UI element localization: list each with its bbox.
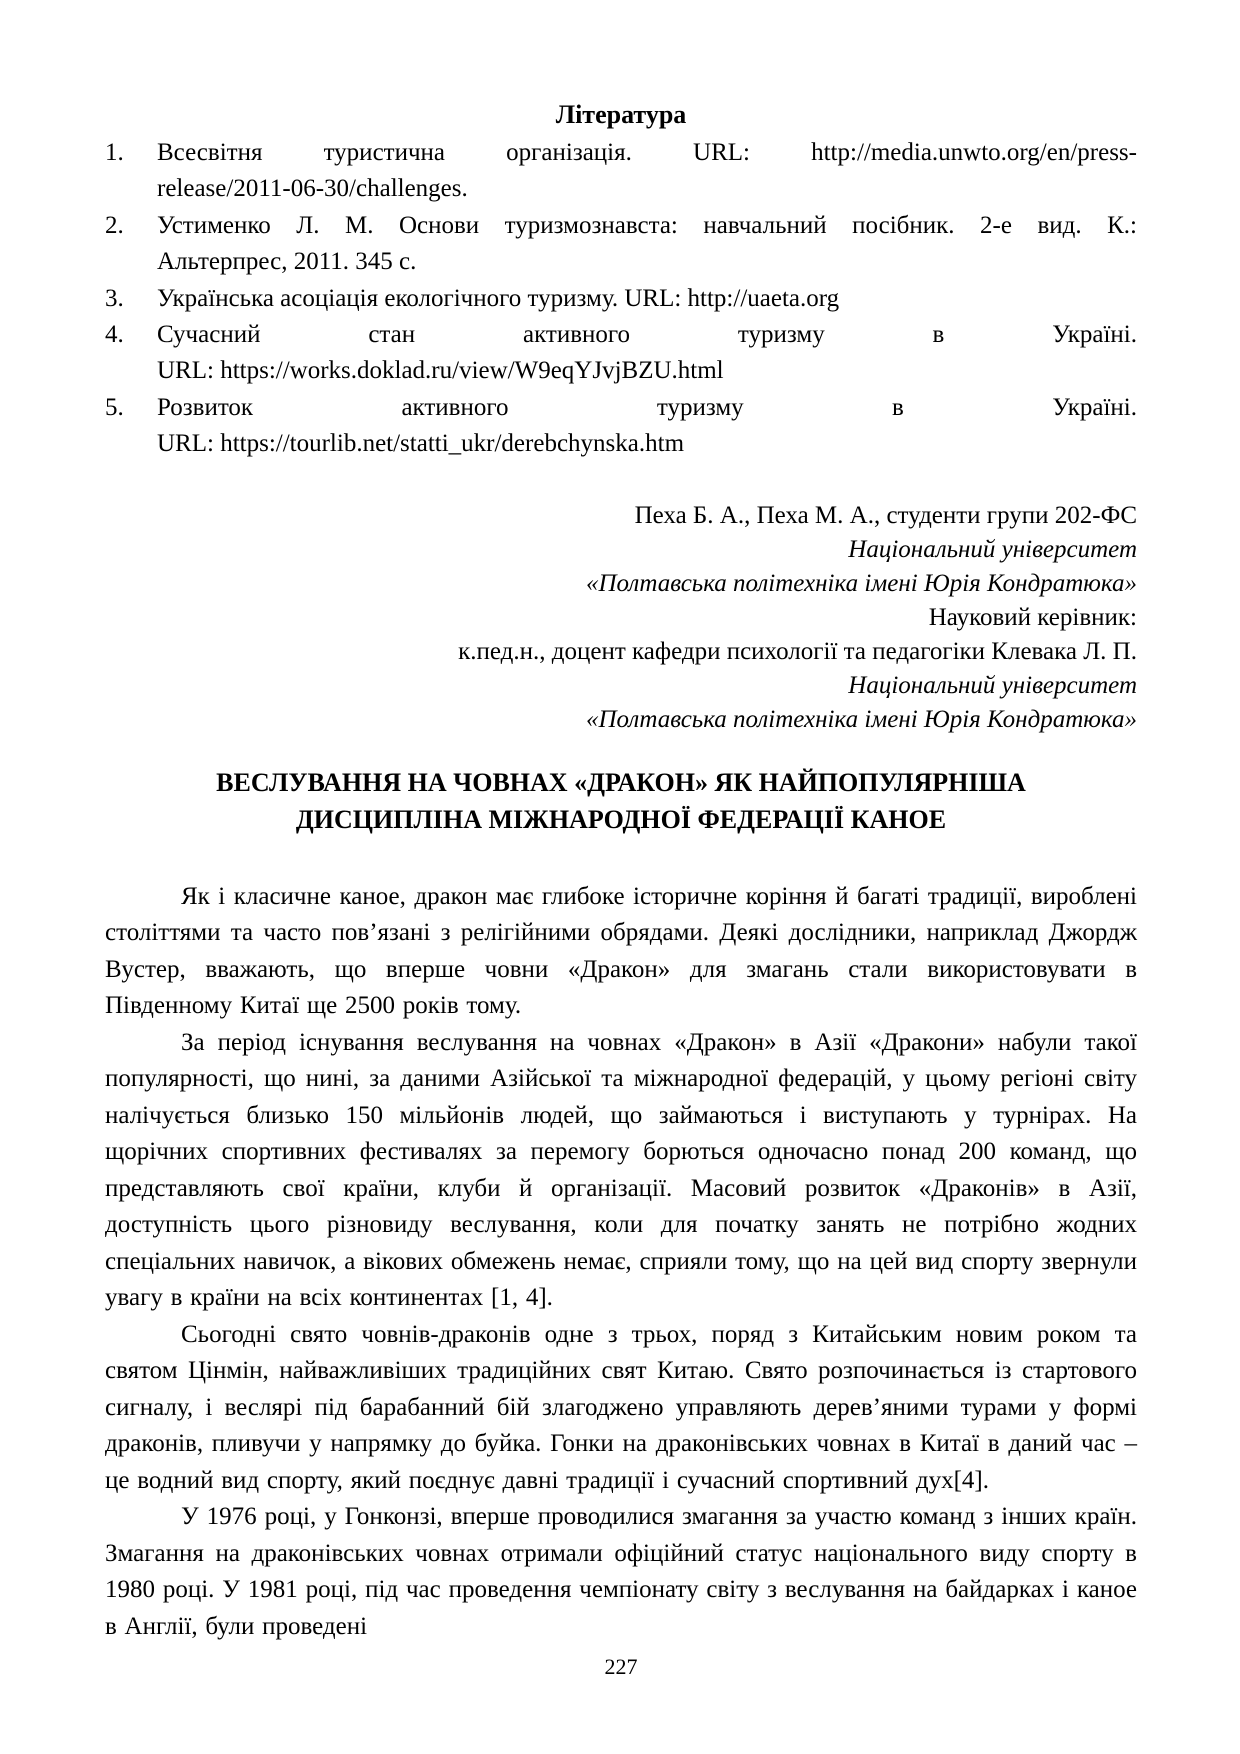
reference-number: 5. — [105, 393, 124, 421]
article-title-line-2: ДИСЦИПЛІНА МІЖНАРОДНОЇ ФЕДЕРАЦІЇ КАНОЕ — [295, 804, 947, 834]
authors-block — [105, 499, 1137, 737]
reference-number: 2. — [105, 211, 124, 239]
bibliography-heading: Література — [555, 100, 687, 129]
bibliography-list — [105, 135, 1137, 463]
reference-body — [157, 281, 1137, 317]
reference-number: 3. — [105, 284, 124, 312]
reference-item — [105, 135, 1137, 208]
reference-item — [105, 281, 1137, 317]
supervisor-university-name-line: «Полтавська політехніка імені Юрія Кондратюка» — [586, 705, 1137, 733]
reference-line: Розвиток активного туризму в Україні. — [157, 393, 1137, 421]
author-university-name-line: «Полтавська політехніка імені Юрія Кондратюка» — [586, 569, 1137, 597]
reference-item — [105, 390, 1137, 463]
reference-number: 4. — [105, 321, 124, 349]
article-paragraph: У 1976 році, у Гонконзі, вперше проводилися змагання за участю команд з інших країн. Змагання на драконівських човнах отримали офіційний статус національного виду спорту в 1980 році. У 1981 році, під час проведення чемпіонату світу з веслування на байдарках і каное в Англії, були проведені — [105, 1503, 1137, 1640]
reference-number: 1. — [105, 139, 124, 166]
reference-line: Всесвітня туристична організація. URL: http://media.unwto.org/en/press- — [157, 139, 1137, 166]
reference-body — [157, 317, 1137, 390]
reference-line: Сучасний стан активного туризму в Україні. — [157, 321, 1137, 349]
article-title-line-1: ВЕСЛУВАННЯ НА ЧОВНАХ «ДРАКОН» ЯК НАЙПОПУЛЯРНІША — [216, 767, 1026, 797]
supervisor-name-line: к.пед.н., доцент кафедри психології та педагогіки Клевака Л. П. — [458, 637, 1137, 665]
article-paragraph: Сьогодні свято човнів-драконів одне з трьох, поряд з Китайським новим роком та святом Цінмін, найважливіших традиційних свят Китаю. Свято розпочинається із стартового сигналу, і веслярі під барабанний бій злагоджено управляють дерев’яними турами у формі драконів, пливучи у напрямку до буйка. Гонки на драконівських човнах в Китаї в даний час – це водний вид спорту, який поєднує давні традиції і сучасний спортивний дух[4]. — [105, 1320, 1137, 1494]
reference-body — [157, 208, 1137, 281]
article-paragraph: Як і класичне каное, дракон має глибоке історичне коріння й багаті традиції, вироблені століттями та часто пов’язані з релігійними обрядами. Деякі дослідники, наприклад Джордж Вустер, вважають, що вперше човни «Дракон» для змагань стали використовувати в Південному Китаї ще 2500 років тому. — [105, 882, 1137, 1020]
article-paragraph: За період існування веслування на човнах «Дракон» в Азії «Дракони» набули такої популярності, що нині, за даними Азійської та міжнародної федерацій, у цьому регіоні світу налічується близько 150 мільйонів людей, що займаються і виступають у турнірах. На щорічних спортивних фестивалях за перемогу борються одночасно понад 200 команд, що представляють свої країни, клуби й організації. Масовий розвиток «Драконів» в Азії, доступність цього різновиду веслування, коли для початку занять не потрібно жодних спеціальних навичок, а вікових обмежень немає, сприяли тому, що на цей вид спорту звернули увагу в країни на всіх континентах [1, 4]. — [105, 1028, 1137, 1312]
reference-body — [157, 135, 1137, 208]
page-number: 227 — [604, 1654, 638, 1680]
reference-item — [105, 208, 1137, 281]
reference-line: Устименко Л. М. Основи туризмознавста: навчальний посібник. 2-е вид. К.: — [157, 211, 1137, 239]
supervisor-label-line: Науковий керівник: — [928, 603, 1137, 631]
reference-item — [105, 317, 1137, 390]
reference-line: URL: https://works.doklad.ru/view/W9eqYJvjBZU.html — [157, 357, 724, 385]
reference-body — [157, 390, 1137, 463]
author-university-line: Національний університет — [848, 535, 1137, 563]
article-title — [105, 764, 1137, 838]
supervisor-university-line: Національний університет — [848, 671, 1137, 699]
reference-line: Українська асоціація екологічного туризму. URL: http://uaeta.org — [157, 284, 840, 312]
author-names-line: Пеха Б. А., Пеха М. А., студенти групи 202-ФС — [634, 501, 1137, 529]
reference-line: URL: https://tourlib.net/statti_ukr/derebchynska.htm — [157, 430, 685, 458]
reference-line: release/2011-06-30/challenges. — [157, 175, 468, 203]
article-body — [105, 879, 1137, 1646]
reference-line: Альтерпрес, 2011. 345 с. — [157, 248, 417, 276]
